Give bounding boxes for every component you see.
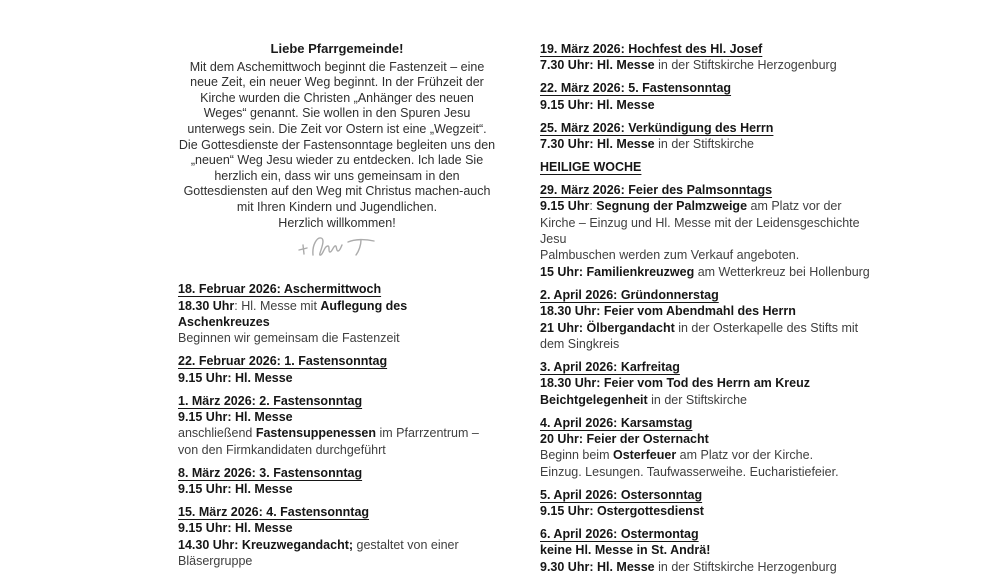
schedule-entry — [178, 465, 498, 498]
entry-line — [540, 264, 874, 280]
entry-date-heading: 19. März 2026: Hochfest des Hl. Josef — [540, 42, 763, 56]
text-segment: am Wetterkreuz bei Hollenburg — [694, 264, 870, 279]
intro-block — [178, 41, 496, 265]
entry-line — [540, 431, 874, 447]
text-segment: 21 Uhr: Ölbergandacht — [540, 320, 675, 335]
entry-line — [540, 503, 874, 519]
intro-title: Liebe Pfarrgemeinde! — [270, 41, 404, 56]
text-segment: Beginn beim — [540, 448, 613, 463]
schedule-entry — [178, 353, 498, 386]
schedule-entry — [540, 287, 874, 353]
text-segment: am Platz vor der Kirche. — [676, 448, 814, 463]
entry-line — [540, 447, 874, 463]
text-segment: : Hl. Messe mit — [234, 298, 321, 313]
schedule-entry — [540, 526, 874, 575]
schedule-entry — [540, 80, 874, 113]
text-segment: 9.30 Uhr: Hl. Messe — [540, 559, 655, 574]
entry-line — [178, 520, 498, 536]
left-column — [178, 41, 498, 576]
entry-date-heading: 22. Februar 2026: 1. Fastensonntag — [178, 354, 388, 369]
entry-line — [178, 298, 498, 331]
entry-line — [540, 97, 874, 113]
signature-area — [178, 233, 496, 265]
schedule-right — [540, 41, 874, 575]
text-segment: 7.30 Uhr: Hl. Messe — [540, 137, 655, 152]
text-segment: 9.15 Uhr: Ostergottesdienst — [540, 504, 704, 519]
entry-date-heading: 29. März 2026: Feier des Palmsonntags — [540, 182, 773, 197]
entry-line — [540, 375, 874, 391]
intro-paragraph-2: Die Gottesdienste der Fastensonntage begleiten uns den „neuen“ Weg Jesu wieder zu entdecken. Ich lade Sie herzlich ein, dass wir uns gemeinsam in den Gottesdiensten auf den Weg mit Christus machen-auch mit Ihren Kindern und Jugendlichen. — [178, 137, 496, 214]
entry-line — [540, 464, 874, 480]
entry-line — [540, 198, 874, 247]
text-segment: Segnung der Palmzweige — [596, 199, 748, 214]
entry-date-heading: 3. April 2026: Karfreitag — [540, 359, 680, 374]
text-segment: Beginnen wir gemeinsam die Fastenzeit — [178, 331, 400, 346]
text-segment: keine Hl. Messe in St. Andrä! — [540, 543, 711, 558]
schedule-entry — [540, 487, 874, 520]
text-segment: gestaltet von einer Bläsergruppe — [178, 537, 459, 569]
text-segment: Fastensuppenessen — [255, 426, 377, 441]
text-segment: 20 Uhr: Feier der Osternacht — [540, 432, 709, 447]
entry-date-heading: 4. April 2026: Karsamstag — [540, 415, 693, 430]
text-segment: 9.15 Uhr — [540, 199, 590, 214]
entry-line — [178, 425, 498, 458]
entry-line — [540, 57, 874, 73]
text-segment: Beichtgelegenheit — [540, 392, 648, 407]
entry-line — [178, 330, 498, 346]
entry-line — [178, 370, 498, 386]
entry-line — [178, 537, 498, 570]
text-segment: in der Stiftskirche — [654, 137, 754, 152]
text-segment: in der Stiftskirche — [647, 392, 748, 407]
handwritten-signature-icon — [295, 233, 379, 263]
schedule-entry — [540, 41, 874, 74]
text-segment: 9.15 Uhr: Hl. Messe — [178, 482, 293, 497]
text-segment: in der Stiftskirche Herzogenburg — [654, 58, 837, 73]
text-segment: in der Stiftskirche Herzogenburg — [654, 559, 837, 574]
schedule-entry — [178, 504, 498, 570]
entry-date-heading: 6. April 2026: Ostermontag — [540, 527, 699, 542]
entry-line — [540, 247, 874, 263]
intro-paragraph-1: Mit dem Aschemittwoch beginnt die Fastenzeit – eine neue Zeit, ein neuer Weg beginnt. In der Frühzeit der Kirche wurden die Christen „Anhänger des neuen Weges“ genannt. Sie wollen in den Spuren Jesu unterwegs sein. Die Zeit vor Ostern ist eine „Wegzeit“. — [187, 59, 487, 136]
entry-line — [178, 409, 498, 425]
text-segment: 18.30 Uhr: Feier vom Abendmahl des Herrn — [540, 304, 796, 319]
entry-date-heading: 22. März 2026: 5. Fastensonntag — [540, 81, 732, 96]
text-segment: 9.15 Uhr: Hl. Messe — [540, 97, 655, 112]
section-heading: HEILIGE WOCHE — [540, 159, 642, 174]
schedule-entry — [178, 281, 498, 347]
schedule-entry — [540, 359, 874, 408]
text-segment: 7.30 Uhr: Hl. Messe — [540, 58, 655, 73]
schedule-left — [178, 281, 498, 570]
entry-date-heading: 18. Februar 2026: Aschermittwoch — [178, 282, 382, 297]
text-segment: 9.15 Uhr: Hl. Messe — [178, 409, 293, 424]
schedule-entry — [540, 182, 874, 280]
text-segment: Osterfeuer — [612, 448, 677, 463]
text-segment: in der Osterkapelle des Stifts mit dem Singkreis — [540, 320, 859, 351]
text-segment: Auflegung des Aschenkreuzes — [178, 298, 408, 329]
text-segment: 9.15 Uhr: Hl. Messe — [178, 521, 293, 536]
entry-line — [540, 559, 874, 575]
schedule-entry — [540, 415, 874, 481]
entry-date-heading: 5. April 2026: Ostersonntag — [540, 487, 703, 502]
schedule-entry — [540, 120, 874, 153]
text-segment: anschließend — [178, 426, 256, 441]
entry-line — [540, 320, 874, 353]
text-segment: 14.30 Uhr: Kreuzwegandacht; — [178, 537, 354, 552]
text-segment: im Pfarrzentrum – von den Firmkandidaten durchgeführt — [178, 426, 479, 457]
text-segment: am Platz vor der Kirche – Einzug und Hl. Messe mit der Leidensgeschichte Jesu — [540, 199, 860, 247]
text-segment: Einzug. Lesungen. Taufwasserweihe. Eucharistiefeier. — [540, 464, 839, 479]
entry-date-heading: 1. März 2026: 2. Fastensonntag — [178, 393, 363, 408]
entry-line — [540, 392, 874, 408]
entry-line — [540, 136, 874, 152]
text-segment: Palmbuschen werden zum Verkauf angeboten. — [540, 248, 800, 263]
schedule-entry — [178, 393, 498, 459]
text-segment: 15 Uhr: Familienkreuzweg — [540, 264, 695, 279]
text-segment: 18.30 Uhr — [178, 298, 235, 313]
text-segment: 18.30 Uhr: Feier vom Tod des Herrn am Kreuz — [540, 376, 810, 391]
entry-date-heading: 8. März 2026: 3. Fastensonntag — [178, 465, 363, 480]
entry-date-heading: 2. April 2026: Gründonnerstag — [540, 287, 719, 302]
entry-date-heading: 25. März 2026: Verkündigung des Herrn — [540, 120, 774, 135]
right-column — [540, 41, 874, 582]
entry-line — [540, 303, 874, 319]
entry-date-heading: 15. März 2026: 4. Fastensonntag — [178, 505, 370, 519]
entry-line — [540, 542, 874, 558]
text-segment: 9.15 Uhr: Hl. Messe — [178, 370, 293, 385]
intro-welcome-line: Herzlich willkommen! — [278, 215, 396, 230]
text-segment: : — [589, 199, 597, 214]
entry-line — [178, 481, 498, 497]
